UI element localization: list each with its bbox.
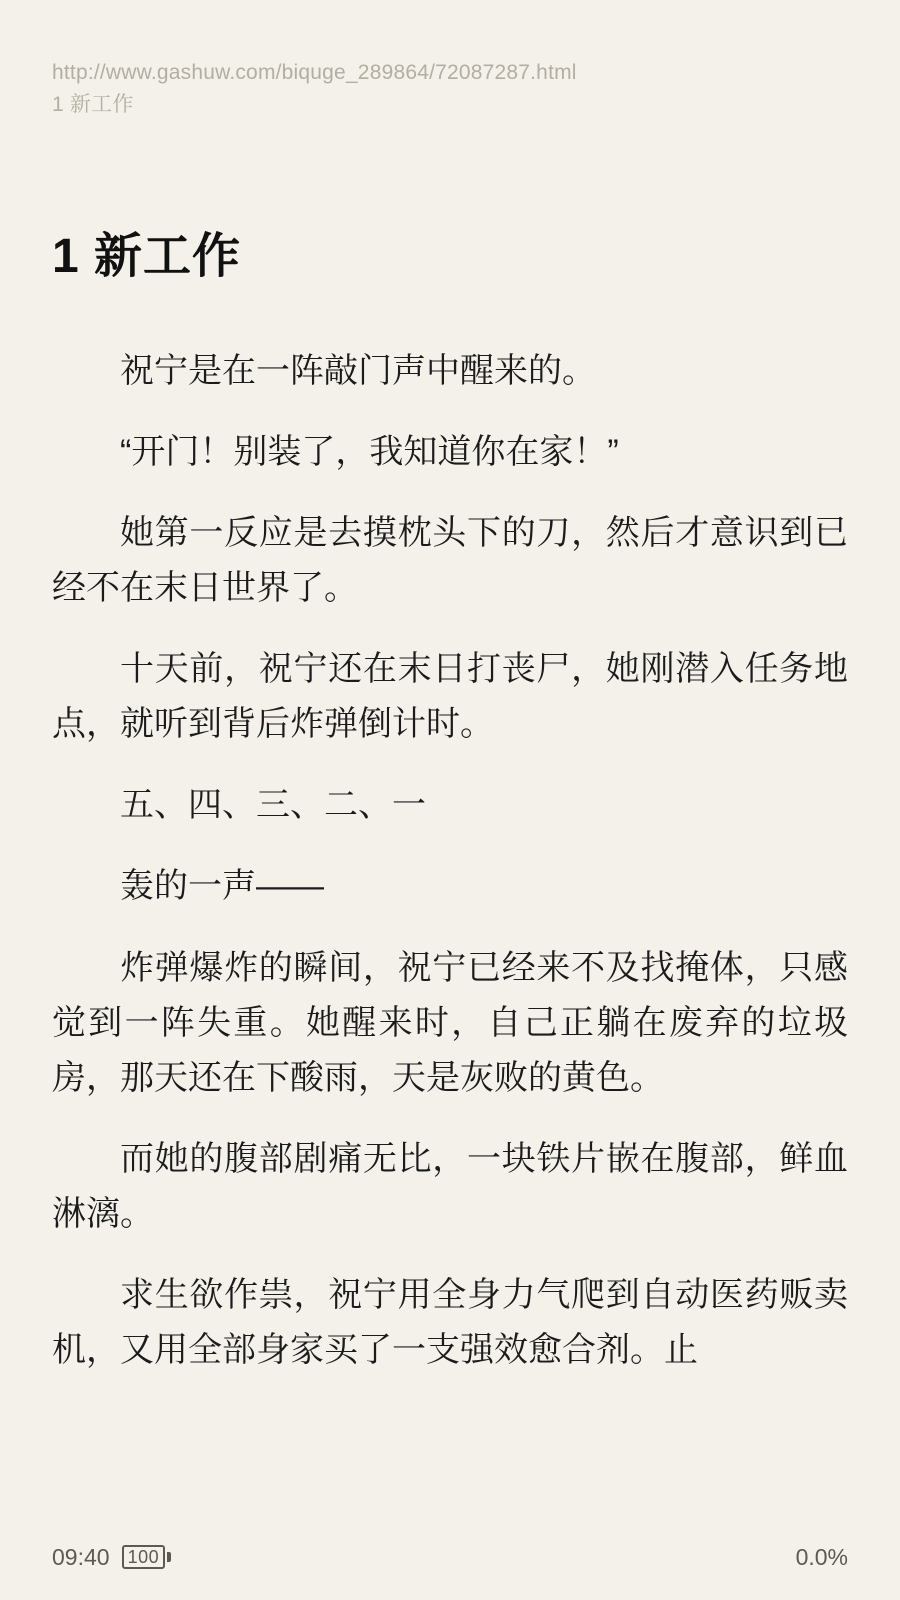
source-url: http://www.gashuw.com/biquge_289864/72087287.html <box>52 61 577 84</box>
paragraph: 她第一反应是去摸枕头下的刀，然后才意识到已经不在末日世界了。 <box>52 514 848 608</box>
paragraph: 而她的腹部剧痛无比，一块铁片嵌在腹部，鲜血淋漓。 <box>52 1139 848 1233</box>
paragraph: 十天前，祝宁还在末日打丧尸，她刚潜入任务地点，就听到背后炸弹倒计时。 <box>52 650 848 744</box>
paragraph: 轰的一声—— <box>120 867 324 906</box>
page-header <box>0 0 900 121</box>
reading-progress-label: 0.0% <box>795 1543 848 1570</box>
battery-level-label: 100 <box>122 1545 166 1569</box>
footer-status <box>52 1544 171 1571</box>
battery-cap <box>167 1552 171 1562</box>
chapter-content <box>52 344 848 1600</box>
battery-icon <box>122 1545 172 1569</box>
paragraph: 祝宁是在一阵敲门声中醒来的。 <box>120 351 596 390</box>
clock-label: 09:40 <box>52 1543 110 1570</box>
page-footer <box>0 1514 900 1600</box>
paragraph: 五、四、三、二、一 <box>120 786 426 825</box>
paragraph: 炸弹爆炸的瞬间，祝宁已经来不及找掩体，只感觉到一阵失重。她醒来时，自己正躺在废弃的垃圾房，那天还在下酸雨，天是灰败的黄色。 <box>52 948 848 1097</box>
chapter-title: 1 新工作 <box>52 229 242 283</box>
header-chapter-label: 1 新工作 <box>52 93 134 117</box>
paragraph: “开门！别装了，我知道你在家！” <box>120 432 619 471</box>
paragraph: 求生欲作祟，祝宁用全身力气爬到自动医药贩卖机，又用全部身家买了一支强效愈合剂。止 <box>52 1275 848 1369</box>
